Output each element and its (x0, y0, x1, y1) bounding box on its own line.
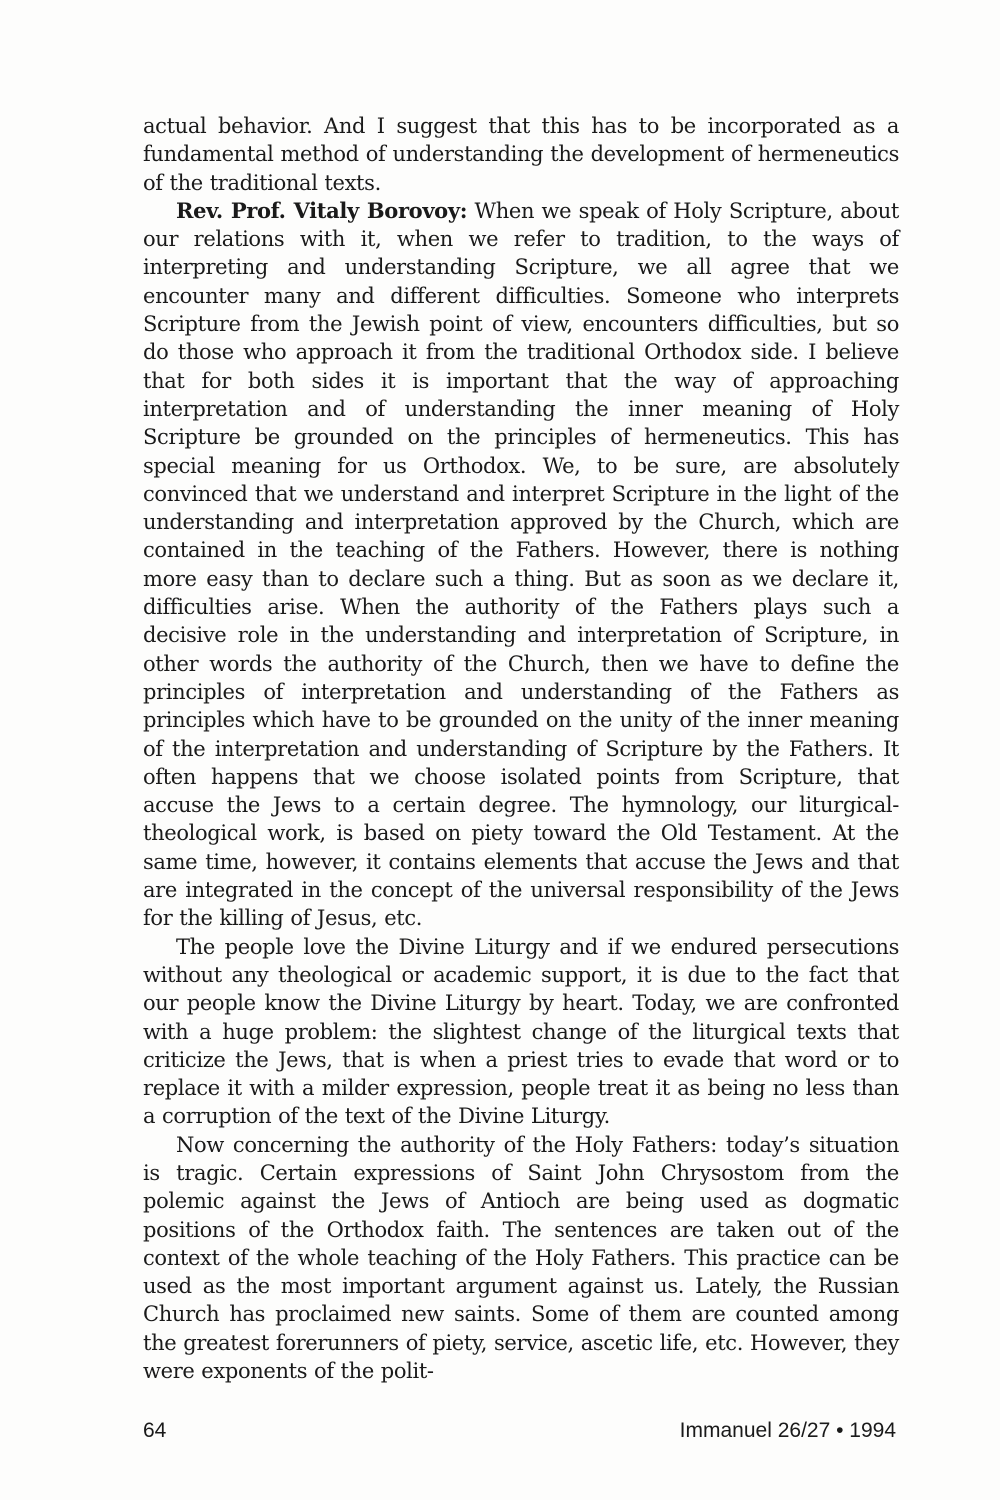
paragraph-text: The people love the Divine Liturgy and if we endured persecutions without any theological or academic support, it is due to the fact that our people know the Divine Liturgy by heart. Today, we are confronted with a huge problem: the slightest change of the liturgical texts that criticize the Jews, that is when a priest tries to evade that word or to replace it with a milder expression, people treat it as being no less than a corruption of the text of the Divine Liturgy. (143, 934, 899, 1129)
paragraph-text: When we speak of Holy Scripture, about our relations with it, when we refer to tradition, to the ways of interpreting and understanding Scripture, we all agree that we encounter many and different difficulties. Someone who interprets Scripture from the Jewish point of view, encounters difficulties, but so do those who approach it from the traditional Orthodox side. I believe that for both sides it is important that the way of approaching interpretation and of understanding the inner meaning of Holy Scripture be grounded on the principles of hermeneutics. This has special meaning for us Orthodox. We, to be sure, are absolutely convinced that we understand and interpret Scripture in the light of the understanding and interpretation approved by the Church, which are contained in the teaching of the Fathers. However, there is nothing more easy than to declare such a thing. But as soon as we declare it, difficulties arise. When the authority of the Fathers plays such a decisive role in the understanding and interpretation of Scripture, in other words the authority of the Church, then we have to define the principles of interpretation and understanding of the Fathers as principles which have to be grounded on the unity of the inner meaning of the interpretation and understanding of Scripture by the Fathers. It often happens that we choose isolated points from Scripture, that accuse the Jews to a certain degree. The hymnology, our liturgical-theological work, is based on piety toward the Old Testament. At the same time, however, it contains elements that accuse the Jews and that are integrated in the concept of the universal responsibility of the Jews for the killing of Jesus, etc. (143, 198, 899, 931)
page-number: 64 (143, 1419, 167, 1442)
speaker-name: Rev. Prof. Vitaly Borovoy: (176, 197, 468, 223)
paragraph-1 (143, 112, 899, 197)
paragraph-text: actual behavior. And I suggest that this has to be incorporated as a fundamental method of understanding the development of hermeneutics of the traditional texts. (143, 114, 899, 195)
paragraph-3 (143, 933, 899, 1131)
paragraph-4 (143, 1131, 899, 1386)
journal-footer: Immanuel 26/27 • 1994 (679, 1419, 896, 1442)
paragraph-text: Now concerning the authority of the Holy Fathers: today’s situation is tragic. Certain expressions of Saint John Chrysostom from the polemic against the Jews of Antioch are being used as dogmatic positions of the Orthodox faith. The sentences are taken out of the context of the whole teaching of the Holy Fathers. This practice can be used as the most important argument against us. Lately, the Russian Church has proclaimed new saints. Some of them are counted among the greatest forerunners of piety, service, ascetic life, etc. However, they were exponents of the polit- (143, 1132, 899, 1384)
paragraph-2 (143, 197, 899, 933)
body-text (143, 112, 899, 1385)
